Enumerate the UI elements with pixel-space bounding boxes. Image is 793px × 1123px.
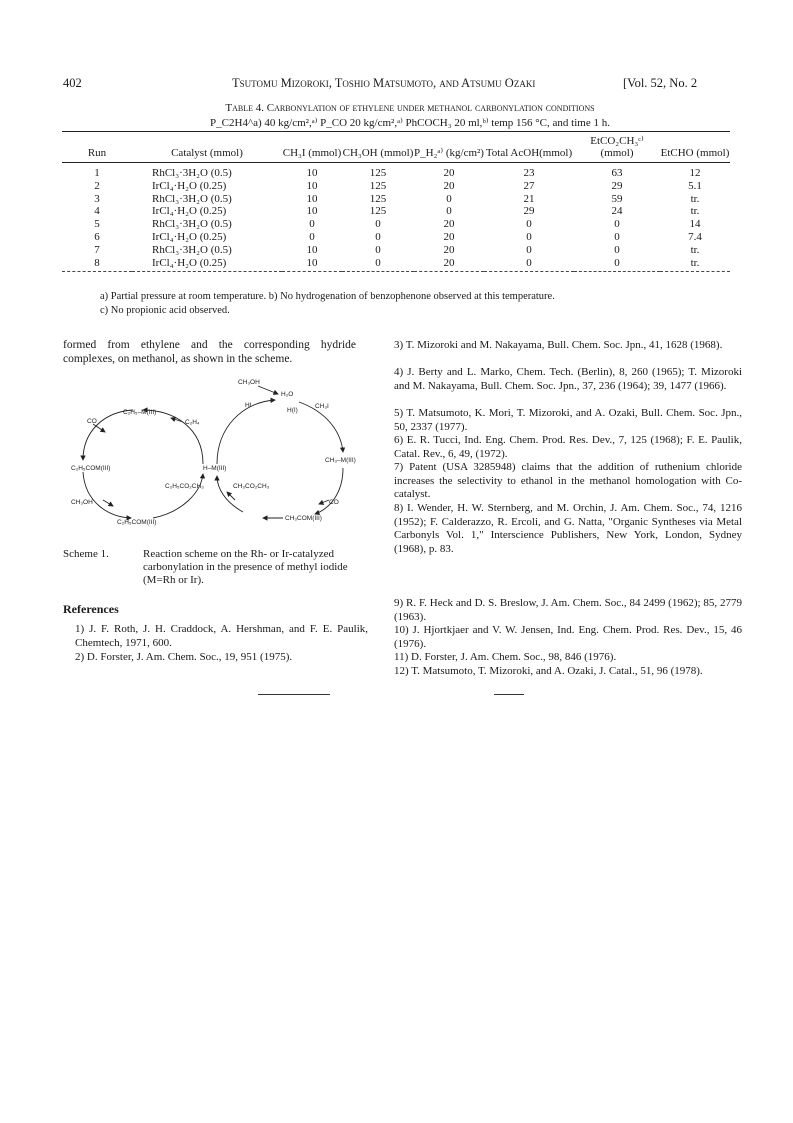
table-cell: 23 (523, 167, 535, 179)
table-cell: 27 (523, 179, 535, 192)
reference-item: 11) D. Forster, J. Am. Chem. Soc., 98, 846 (1976). (394, 651, 617, 663)
table-cell: 7 (94, 243, 100, 256)
reference-item: 8) I. Wender, H. W. Sternberg, and M. Orchin, J. Am. Chem. Soc., 74, 1216 (1952); F. Calderazzo, R. Ercoli, and G. Natta, "Organic Syntheses via Metal Carbonyls Vol. 1," Interscience Publishers, New York, London, Sydney (1968), p. 83. (394, 502, 742, 555)
scheme-label: C₂H₄ (185, 419, 200, 426)
table-cell: tr. (690, 205, 700, 218)
table-cell: 21 (523, 192, 535, 205)
table-cell: 29 (523, 205, 535, 218)
table-cell: 0 (526, 243, 532, 256)
table-cell: 0 (446, 192, 452, 205)
table-cell: 20 (443, 230, 455, 243)
table-cell: IrCl₄·H₂O (0.25) (152, 230, 227, 243)
table-cell: 59 (611, 192, 623, 205)
col-header-catalyst: Catalyst (mmol) (132, 132, 282, 163)
scheme-caption-text: Reaction scheme on the Rh- or Ir-catalyzed carbonylation in the presence of methyl iodide (M=Rh or Ir). (143, 548, 348, 586)
table-cell: 0 (614, 230, 620, 243)
scheme-label: CO (87, 418, 97, 425)
table-cell: 3 (94, 192, 100, 205)
table-cell: 125 (369, 167, 387, 179)
table-cell: 0 (526, 218, 532, 231)
reference-item: 3) T. Mizoroki and M. Nakayama, Bull. Chem. Soc. Jpn., 41, 1628 (1968). (394, 339, 723, 351)
reference-item: 5) T. Matsumoto, K. Mori, T. Mizoroki, and A. Ozaki, Bull. Chem. Soc. Jpn., 50, 2337 (1977). (394, 407, 742, 433)
table-cell: 63 (611, 167, 623, 179)
running-header-authors: Tsutomu Mizoroki, Toshio Matsumoto, and Atsumu Ozaki (232, 76, 536, 90)
col-header-etco2ch3: EtCO₂CH₃ᶜ⁾ (mmol) (574, 132, 660, 163)
table-row (62, 244, 730, 257)
table-cell: 125 (369, 192, 387, 205)
table-cell: 10 (306, 192, 318, 205)
col-header-ch3i: CH₃I (mmol) (282, 132, 342, 163)
co-arrow (93, 424, 105, 432)
table-cell: 0 (309, 218, 315, 231)
table-cell: 0 (614, 243, 620, 256)
scheme-label: CO (329, 499, 339, 506)
table-cell: 10 (306, 243, 318, 256)
table-row (62, 231, 730, 244)
table-cell: 5.1 (688, 179, 702, 192)
table-row (62, 218, 730, 231)
results-table (62, 131, 730, 272)
table-footnote: a) Partial pressure at room temperature. b) No hydrogenation of benzophenone observed at this temperature. (100, 291, 555, 302)
left-cycle-arc (153, 474, 203, 518)
reference-item: 7) Patent (USA 3285948) claims that the addition of ruthenium chloride increases the selectivity to ethanol in the methanol homologation with Co-catalyst. (394, 461, 742, 500)
table-cell: 6 (94, 230, 100, 243)
reference-item: 9) R. F. Heck and D. S. Breslow, J. Am. Chem. Soc., 84 2499 (1962); 85, 2779 (1963). (394, 597, 742, 623)
reference-item: 10) J. Hjortkjaer and V. W. Jensen, Ind. Eng. Chem. Prod. Res. Dev., 15, 46 (1976). (394, 624, 742, 650)
scheme-label: HI (245, 402, 252, 409)
table-cell: RhCl₃·3H₂O (0.5) (152, 192, 232, 205)
table-header-row (62, 132, 730, 163)
table-cell: 0 (309, 230, 315, 243)
table-cell: IrCl₄·H₂O (0.25) (152, 179, 227, 192)
left-cycle-arc (83, 472, 131, 518)
body-paragraph: formed from ethylene and the corresponding hydride complexes, on methanol, as shown in the scheme. (63, 339, 356, 365)
scheme-label: H–M(III) (203, 465, 227, 472)
scheme-label: CH₃I (315, 403, 329, 410)
table-cell: 14 (689, 218, 701, 231)
table-title: Table 4. Carbonylation of ethylene under methanol carbonylation conditions (225, 102, 595, 114)
scheme-label: C₂H₅COM(III) (117, 519, 157, 526)
scheme-label: CH₃–M(III) (325, 457, 356, 464)
table-cell: 20 (443, 218, 455, 231)
table-cell: 4 (94, 205, 100, 218)
running-header-volume: [Vol. 52, No. 2 (623, 76, 698, 90)
scheme-label: C₂H₅CO₂CH₃ (165, 483, 204, 490)
table-cell: 125 (369, 205, 387, 218)
ch3oh-arrow-left (103, 500, 113, 506)
table-cell: 0 (446, 205, 452, 218)
end-rule (494, 694, 524, 695)
table-row (62, 163, 730, 180)
table-cell: IrCl₄·H₂O (0.25) (132, 257, 282, 272)
scheme-label: CH₃COM(III) (285, 515, 322, 522)
table-cell: RhCl₃·3H₂O (0.5) (152, 243, 232, 256)
table-cell: 20 (443, 179, 455, 192)
table-cell: 29 (611, 179, 623, 192)
table-cell: 0 (526, 230, 532, 243)
reference-item: 6) E. R. Tucci, Ind. Eng. Chem. Prod. Res. Dev., 7, 125 (1968); F. E. Paulik, Catal. Rev., 6, 49, (1972). (394, 434, 742, 460)
reaction-scheme (63, 372, 359, 544)
table-cell: 10 (306, 167, 318, 179)
ch3oh-arrow-top (258, 386, 278, 394)
table-cell: tr. (660, 257, 730, 272)
table-cell: 0 (342, 257, 414, 272)
table-cell: RhCl₃·3H₂O (0.5) (152, 218, 232, 231)
table-cell: 20 (414, 257, 484, 272)
table-cell: 0 (574, 257, 660, 272)
col-header-ch3oh: CH₃OH (mmol) (342, 132, 414, 163)
table-row (62, 193, 730, 206)
reference-item: 1) J. F. Roth, J. H. Craddock, A. Hershman, and F. E. Paulik, Chemtech, 1971, 600. (75, 623, 368, 649)
table-cell: IrCl₄·H₂O (0.25) (152, 205, 227, 218)
table-cell: 5 (94, 218, 100, 231)
table-cell: 20 (443, 167, 455, 179)
right-cycle-arc (217, 476, 243, 512)
table-cell: 8 (62, 257, 132, 272)
col-header-run: Run (62, 132, 132, 163)
table-cell: 20 (443, 243, 455, 256)
table-cell: 125 (369, 179, 387, 192)
table-cell: 7.4 (688, 230, 702, 243)
scheme-label: C₂H₅COM(III) (71, 465, 111, 472)
right-cycle-arc (315, 468, 343, 514)
table-cell: 24 (611, 205, 623, 218)
scheme-label: C₂H₅–M(III) (123, 409, 157, 416)
reference-item: 12) T. Matsumoto, T. Mizoroki, and A. Ozaki, J. Catal., 51, 96 (1978). (394, 665, 703, 677)
table-cell: 10 (282, 257, 342, 272)
col-header-etcho: EtCHO (mmol) (660, 132, 730, 163)
table-cell: 10 (306, 205, 318, 218)
table-row (62, 180, 730, 193)
table-row (62, 205, 730, 218)
scheme-caption (63, 548, 356, 587)
scheme-label: CH₃CO₂CH₃ (233, 483, 270, 490)
scheme-label: CH₃OH (238, 379, 260, 386)
table-cell: 2 (94, 179, 100, 192)
ester-arrow (227, 492, 235, 500)
table-cell: tr. (690, 192, 700, 205)
table-cell: 0 (484, 257, 574, 272)
scheme-label: H(I) (287, 407, 298, 414)
col-header-total-acoh: Total AcOH(mmol) (484, 132, 574, 163)
right-cycle-arc (217, 400, 275, 464)
table-cell: 0 (375, 218, 381, 231)
co-arrow-right (319, 500, 329, 504)
table-row (62, 257, 730, 272)
table-cell: 12 (689, 167, 701, 179)
references-heading: References (63, 602, 119, 616)
table-cell: 0 (375, 243, 381, 256)
table-cell: RhCl₃·3H₂O (0.5) (152, 167, 232, 179)
col-header-ph2: P_H₂ᵃ⁾ (kg/cm²) (414, 132, 484, 163)
reference-item: 2) D. Forster, J. Am. Chem. Soc., 19, 951 (1975). (75, 651, 293, 663)
table-cell: 0 (375, 230, 381, 243)
scheme-label: H₂O (281, 391, 294, 398)
scheme-caption-label: Scheme 1. (63, 548, 109, 560)
scheme-label: CH₃OH (71, 499, 93, 506)
table-cell: 10 (306, 179, 318, 192)
table-cell: tr. (690, 243, 700, 256)
table-cell: 0 (614, 218, 620, 231)
end-rule (258, 694, 330, 695)
reference-item: 4) J. Berty and L. Marko, Chem. Tech. (Berlin), 8, 260 (1965); T. Mizoroki and M. Nakayama, Bull. Chem. Soc. Jpn., 37, 236 (1964); 39, 1477 (1966). (394, 366, 742, 392)
table-conditions: P_C2H4^a) 40 kg/cm²,ᵃ⁾ P_CO 20 kg/cm²,ᵃ⁾ PhCOCH₃ 20 ml,ᵇ⁾ temp 156 °C, and time 1 h. (210, 117, 610, 129)
page-number: 402 (63, 76, 82, 90)
table-cell: 1 (94, 167, 100, 179)
table-footnote: c) No propionic acid observed. (100, 305, 230, 316)
